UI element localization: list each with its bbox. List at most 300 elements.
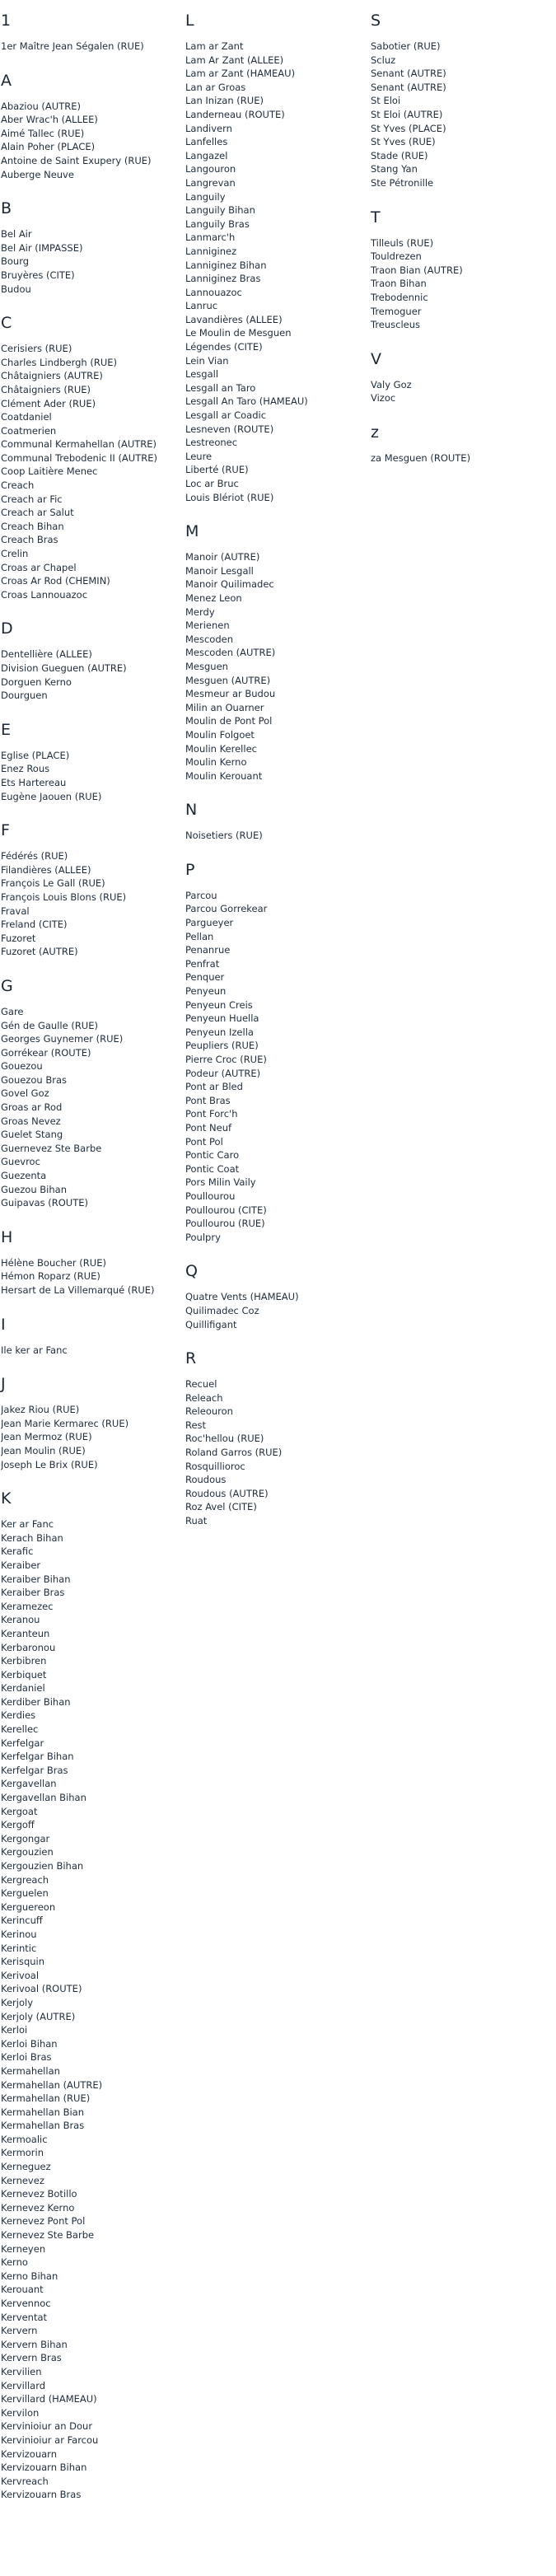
street-link[interactable]: Alain Poher (PLACE) [1, 141, 96, 153]
street-link[interactable]: Kervreach [1, 2475, 49, 2487]
list-item [1, 2461, 178, 2475]
street-link[interactable]: Languily [185, 190, 226, 203]
street-link[interactable]: Kerbibren [1, 1655, 47, 1667]
street-link[interactable]: Charles Lindbergh (RUE) [1, 356, 117, 368]
street-link[interactable]: Kergouzien [1, 1846, 54, 1858]
list-item [1, 2092, 178, 2106]
list-item [1, 2433, 178, 2447]
list-item [371, 108, 548, 122]
street-link[interactable]: Croas Ar Rod (CHEMIN) [1, 575, 110, 587]
list-item [1, 2379, 178, 2393]
street-link[interactable]: Eglise (PLACE) [1, 749, 70, 761]
street-link[interactable]: Kergoat [1, 1805, 38, 1817]
street-link[interactable]: Kergouzien Bihan [1, 1860, 84, 1872]
street-link[interactable]: Kerguereon [1, 1900, 56, 1913]
street-link[interactable]: Budou [1, 283, 31, 295]
index-column-2 [185, 12, 362, 1546]
street-link[interactable]: Pont ar Bled [185, 1081, 243, 1093]
street-link[interactable]: Mesguen (AUTRE) [185, 674, 271, 686]
street-link[interactable]: Kergavellan [1, 1778, 57, 1790]
street-link[interactable]: St Eloi (AUTRE) [371, 108, 443, 120]
street-link[interactable]: Keraiber [1, 1559, 41, 1571]
street-link[interactable]: Gouezou Bras [1, 1073, 67, 1086]
street-link[interactable]: Kermorin [1, 2147, 44, 2159]
street-link[interactable]: Peupliers (RUE) [185, 1040, 259, 1052]
street-link[interactable]: Govel Goz [1, 1087, 49, 1100]
list-item [185, 550, 362, 564]
street-link[interactable]: Cerisiers (RUE) [1, 343, 72, 355]
street-link[interactable]: Creach ar Fic [1, 493, 63, 505]
street-link[interactable]: Kerellec [1, 1723, 39, 1736]
street-link[interactable]: Jean Mermoz (RUE) [1, 1431, 92, 1443]
street-link[interactable]: Liberté (RUE) [185, 464, 249, 476]
street-link[interactable]: Kerivoal [1, 1969, 40, 1981]
street-link[interactable]: Crelin [1, 548, 29, 560]
street-link[interactable]: Pont Bras [185, 1094, 231, 1106]
street-link[interactable]: Kervillard (HAMEAU) [1, 2393, 97, 2405]
street-link[interactable]: Keranteun [1, 1627, 50, 1639]
street-link[interactable]: Penyeun Izella [185, 1026, 254, 1038]
street-link[interactable]: Kermahellan (AUTRE) [1, 2078, 103, 2091]
street-link[interactable]: Kerno Bihan [1, 2270, 58, 2282]
street-link[interactable]: Lesgall ar Coadic [185, 409, 267, 422]
list-item [1, 1982, 178, 1996]
street-link[interactable]: Aimé Tallec (RUE) [1, 127, 85, 139]
street-link[interactable]: Freland (CITE) [1, 919, 68, 931]
letter-heading: L [185, 12, 194, 30]
street-link[interactable]: Gouezou [1, 1060, 43, 1073]
street-link[interactable]: Gare [1, 1005, 24, 1017]
letter-group [1, 721, 178, 803]
street-link[interactable]: Pont Forc'h [185, 1108, 238, 1120]
street-link[interactable]: Kerdaniel [1, 1682, 45, 1695]
street-link[interactable]: Lestreonec [185, 437, 238, 449]
list-item [1, 932, 178, 946]
street-link[interactable]: Kerneguez [1, 2161, 51, 2173]
list-item [1, 1005, 178, 1019]
street-link[interactable]: Kervilon [1, 2406, 40, 2419]
street-link[interactable]: Louis Blériot (RUE) [185, 491, 274, 503]
street-link[interactable]: Kermahellan Bian [1, 2106, 84, 2118]
street-link[interactable]: Lanfelles [185, 136, 228, 148]
street-link[interactable]: Kerloi [1, 2024, 28, 2036]
list-item [185, 381, 362, 395]
street-link[interactable]: Moulin Kerellec [185, 742, 257, 755]
street-link[interactable]: Traon Bihan [371, 278, 427, 290]
street-link[interactable]: Guevroc [1, 1156, 40, 1168]
street-link[interactable]: St Yves (RUE) [371, 136, 436, 148]
street-link[interactable]: Treuscleus [371, 319, 421, 331]
street-link[interactable]: Creach ar Salut [1, 507, 74, 519]
street-link[interactable]: Kervilien [1, 2365, 42, 2377]
street-link[interactable]: Kergoff [1, 1819, 35, 1831]
street-link[interactable]: Stade (RUE) [371, 149, 428, 161]
street-link[interactable]: Jean Marie Kermarec (RUE) [1, 1417, 129, 1429]
list-item [1, 140, 178, 154]
street-link[interactable]: Penyeun [185, 985, 227, 998]
street-link[interactable]: Manoir Quilimadec [185, 578, 274, 591]
street-link[interactable]: Bel Air (IMPASSE) [1, 241, 83, 254]
street-link[interactable]: Mescoden (AUTRE) [185, 647, 276, 659]
list-item [1, 891, 178, 905]
street-link[interactable]: Senant (AUTRE) [371, 68, 446, 80]
street-link[interactable]: Enez Rous [1, 763, 50, 775]
street-link[interactable]: Légendes (CITE) [185, 341, 263, 353]
street-link[interactable]: Kerjoly [1, 1996, 34, 2008]
street-link[interactable]: Pargueyer [185, 917, 234, 929]
street-link[interactable]: Quillifigant [185, 1318, 237, 1330]
street-link[interactable]: Kernevez Ste Barbe [1, 2229, 95, 2242]
street-link[interactable]: Penyeun Creis [185, 998, 253, 1011]
street-link[interactable]: Kervinioiur an Dour [1, 2420, 93, 2433]
street-link[interactable]: Coatmerien [1, 424, 57, 437]
list-item [1, 2023, 178, 2037]
street-link[interactable]: Mesmeur ar Budou [185, 688, 276, 700]
street-link[interactable]: Auberge Neuve [1, 168, 74, 180]
letter-heading: H [1, 1227, 13, 1246]
street-link[interactable]: Georges Guynemer (RUE) [1, 1033, 124, 1045]
street-link[interactable]: Mesguen [185, 660, 228, 672]
street-link[interactable]: Hémon Roparz (RUE) [1, 1270, 100, 1283]
street-link[interactable]: Penyeun Huella [185, 1012, 259, 1025]
street-link[interactable]: Touldrezen [371, 250, 422, 263]
street-link[interactable]: Sabotier (RUE) [371, 40, 441, 52]
street-link[interactable]: Guipavas (ROUTE) [1, 1197, 88, 1209]
list-item [1, 1196, 178, 1210]
street-link[interactable]: Le Moulin de Mesguen [185, 327, 292, 339]
letter-group [1, 199, 178, 296]
street-link[interactable]: Jakez Riou (RUE) [1, 1404, 80, 1416]
street-link[interactable]: Lan ar Groas [185, 81, 246, 93]
street-link[interactable]: Poullourou (RUE) [185, 1218, 265, 1230]
street-link[interactable]: Kerincuff [1, 1914, 43, 1927]
street-link[interactable]: Trebodennic [371, 291, 428, 303]
street-link[interactable]: Moulin Folgoet [185, 728, 255, 741]
street-link[interactable]: Châtaigniers (AUTRE) [1, 370, 103, 382]
street-link[interactable]: Kernevez [1, 2174, 44, 2186]
street-link[interactable]: Ruat [185, 1515, 208, 1527]
list-item [1, 790, 178, 804]
street-link[interactable]: Coatdaniel [1, 411, 52, 423]
street-link[interactable]: Landerneau (ROUTE) [185, 108, 285, 120]
street-link[interactable]: Dorguen Kerno [1, 676, 72, 688]
street-link[interactable]: Poullourou [185, 1190, 236, 1202]
street-link[interactable]: Clément Ader (RUE) [1, 397, 96, 409]
street-list [1, 100, 178, 182]
street-link[interactable]: Eugène Jaouen (RUE) [1, 790, 102, 802]
letter-heading: B [1, 199, 12, 218]
street-link[interactable]: Podeur (AUTRE) [185, 1067, 261, 1079]
street-link[interactable]: Keranou [1, 1614, 40, 1626]
street-link[interactable]: Communal Kermahellan (AUTRE) [1, 438, 157, 451]
street-link[interactable]: Roc'hellou (RUE) [185, 1433, 264, 1445]
street-link[interactable]: Kerfelgar [1, 1737, 44, 1749]
street-link[interactable]: Languily Bihan [185, 204, 255, 217]
street-link[interactable]: Pors Milin Vaily [185, 1176, 256, 1189]
street-link[interactable]: Moulin Kerno [185, 756, 247, 769]
street-link[interactable]: Croas ar Chapel [1, 561, 77, 573]
street-link[interactable]: Vizoc [371, 392, 396, 404]
street-link[interactable]: Penquer [185, 971, 225, 984]
street-link[interactable]: Kergreach [1, 1873, 49, 1886]
street-link[interactable]: Senant (AUTRE) [371, 81, 446, 93]
street-link[interactable]: Lanruc [185, 300, 218, 312]
street-link[interactable]: Scluz [371, 54, 396, 66]
street-link[interactable]: Creach Bras [1, 534, 58, 546]
street-link[interactable]: Fédérés (RUE) [1, 850, 68, 863]
street-link[interactable]: Lam ar Zant (HAMEAU) [185, 68, 296, 80]
street-link[interactable]: Kermahellan [1, 2064, 60, 2077]
street-link[interactable]: Kerdies [1, 1709, 36, 1722]
street-link[interactable]: Mescoden [185, 633, 234, 645]
street-link[interactable]: St Eloi [371, 95, 401, 107]
street-link[interactable]: Penanrue [185, 944, 231, 956]
street-link[interactable]: Lesgall An Taro (HAMEAU) [185, 395, 308, 408]
street-link[interactable]: Kerbiquet [1, 1668, 47, 1681]
street-link[interactable]: Gorrékear (ROUTE) [1, 1046, 91, 1059]
list-item [1, 241, 178, 255]
street-link[interactable]: Aber Wrac'h (ALLEE) [1, 114, 98, 126]
street-link[interactable]: Kerfelgar Bras [1, 1764, 68, 1776]
street-link[interactable]: Keraiber Bras [1, 1587, 65, 1599]
list-item [1, 2270, 178, 2284]
street-link[interactable]: Merienen [185, 619, 230, 632]
street-link[interactable]: Menez Leon [185, 591, 242, 604]
street-link[interactable]: Lam ar Zant [185, 40, 244, 52]
street-link[interactable]: Lam Ar Zant (ALLEE) [185, 54, 284, 66]
street-link[interactable]: Lanniginez [185, 245, 237, 257]
street-link[interactable]: Guernevez Ste Barbe [1, 1142, 102, 1154]
street-link[interactable]: Dourguen [1, 690, 48, 702]
street-link[interactable]: Kergavellan Bihan [1, 1792, 86, 1804]
street-link[interactable]: Kervern Bihan [1, 2338, 68, 2350]
street-link[interactable]: Recuel [185, 1378, 217, 1391]
street-link[interactable]: Stang Yan [371, 163, 418, 175]
list-item [371, 250, 548, 264]
street-link[interactable]: Quatre Vents (HAMEAU) [185, 1291, 299, 1303]
street-link[interactable]: Manoir (AUTRE) [185, 551, 260, 563]
street-link[interactable]: Langrevan [185, 176, 236, 189]
street-link[interactable]: Pont Neuf [185, 1121, 232, 1134]
street-link[interactable]: Lan Inizan (RUE) [185, 95, 264, 107]
street-link[interactable]: Releach [185, 1391, 223, 1404]
street-link[interactable]: Releouron [185, 1405, 233, 1418]
street-link[interactable]: Kerouant [1, 2284, 44, 2296]
street-link[interactable]: Kerno [1, 2256, 28, 2269]
street-link[interactable]: Fraval [1, 905, 30, 917]
street-link[interactable]: Kerafic [1, 1545, 34, 1558]
street-link[interactable]: Ets Hartereau [1, 776, 67, 788]
street-link[interactable]: Kerivoal (ROUTE) [1, 1983, 82, 1995]
street-link[interactable]: Valy Goz [371, 378, 412, 390]
street-link[interactable]: Lavandières (ALLEE) [185, 313, 283, 325]
list-item [1, 127, 178, 141]
street-link[interactable]: Penfrat [185, 957, 220, 970]
street-link[interactable]: Kermahellan Bras [1, 2120, 85, 2132]
list-item [371, 391, 548, 405]
street-link[interactable]: Roudous [185, 1474, 227, 1486]
street-link[interactable]: Landivern [185, 122, 232, 134]
street-link[interactable]: Keramezec [1, 1600, 54, 1612]
street-link[interactable]: Tremoguer [371, 305, 422, 317]
street-link[interactable]: Noisetiers (RUE) [185, 830, 263, 842]
street-link[interactable]: Kervern [1, 2325, 38, 2337]
street-link[interactable]: Antoine de Saint Exupery (RUE) [1, 154, 152, 166]
street-link[interactable]: Lanniginez Bihan [185, 259, 267, 271]
street-link[interactable]: Fuzoret (AUTRE) [1, 946, 78, 958]
street-link[interactable]: François Le Gall (RUE) [1, 877, 105, 890]
street-link[interactable]: Lein Vian [185, 354, 229, 367]
street-link[interactable]: Coop Laitière Menec [1, 465, 98, 478]
list-item [1, 1101, 178, 1115]
street-link[interactable]: Ker ar Fanc [1, 1518, 54, 1531]
street-link[interactable]: Langazel [185, 149, 228, 161]
street-link[interactable]: Rest [185, 1419, 207, 1431]
street-link[interactable]: Lesgall [185, 368, 219, 381]
street-link[interactable]: Guezenta [1, 1170, 47, 1182]
street-link[interactable]: Groas Nevez [1, 1115, 61, 1127]
street-link[interactable]: za Mesguen (ROUTE) [371, 451, 471, 464]
street-link[interactable]: Kerjoly (AUTRE) [1, 2010, 76, 2022]
street-link[interactable]: Lanniginez Bras [185, 273, 261, 285]
street-link[interactable]: Langouron [185, 163, 236, 175]
street-link[interactable]: Creach Bihan [1, 520, 64, 532]
street-link[interactable]: Hélène Boucher (RUE) [1, 1256, 106, 1269]
street-list [185, 1290, 362, 1331]
street-link[interactable]: Kerguelen [1, 1887, 49, 1900]
street-link[interactable]: Guezou Bihan [1, 1183, 68, 1195]
street-link[interactable]: Kerventat [1, 2311, 48, 2323]
list-item [185, 1135, 362, 1149]
street-link[interactable]: Kervizouarn Bihan [1, 2461, 87, 2474]
street-link[interactable]: Kermahellan (RUE) [1, 2092, 91, 2105]
street-link[interactable]: 1er Maître Jean Ségalen (RUE) [1, 40, 144, 52]
street-link[interactable]: Bel Air [1, 228, 32, 241]
list-item [185, 943, 362, 957]
street-link[interactable]: Pellan [185, 930, 214, 942]
street-link[interactable]: Kervizouarn [1, 2447, 57, 2460]
street-link[interactable]: Abaziou (AUTRE) [1, 100, 81, 112]
street-link[interactable]: François Louis Blons (RUE) [1, 891, 127, 903]
street-link[interactable]: Gén de Gaulle (RUE) [1, 1019, 98, 1031]
street-link[interactable]: Kerneyen [1, 2242, 46, 2255]
street-link[interactable]: Kerloi Bihan [1, 2037, 58, 2050]
street-link[interactable]: Kervern Bras [1, 2352, 62, 2364]
street-link[interactable]: Kerach Bihan [1, 1531, 63, 1544]
list-item [185, 409, 362, 423]
street-link[interactable]: Ste Pétronille [371, 176, 434, 189]
street-link[interactable]: Parcou [185, 889, 217, 901]
street-link[interactable]: Roz Avel (CITE) [185, 1501, 257, 1513]
street-link[interactable]: Moulin Kerouant [185, 769, 263, 782]
street-link[interactable]: Lanmarc'h [185, 231, 236, 244]
street-link[interactable]: Languily Bras [185, 217, 250, 230]
street-list [1, 749, 178, 803]
street-link[interactable]: Châtaigniers (RUE) [1, 383, 91, 395]
street-link[interactable]: Kerintic [1, 1942, 37, 1954]
street-link[interactable]: Dentellière (ALLEE) [1, 648, 92, 661]
street-list [185, 1377, 362, 1528]
street-link[interactable]: Parcou Gorrekear [185, 903, 268, 915]
street-link[interactable]: Jean Moulin (RUE) [1, 1444, 86, 1456]
street-link[interactable]: Manoir Lesgall [185, 564, 254, 577]
street-link[interactable]: Kernevez Botillo [1, 2188, 77, 2200]
street-link[interactable]: Joseph Le Brix (RUE) [1, 1458, 98, 1470]
list-item [371, 162, 548, 176]
street-link[interactable]: Kerbaronou [1, 1641, 56, 1653]
street-link[interactable]: Pontic Coat [185, 1162, 240, 1175]
list-item [185, 135, 362, 149]
street-link[interactable]: Fuzoret [1, 932, 36, 944]
street-link[interactable]: Kervizouarn Bras [1, 2489, 82, 2501]
street-link[interactable]: Communal Trebodenic II (AUTRE) [1, 451, 157, 464]
list-item [185, 1080, 362, 1094]
street-link[interactable]: Kervennoc [1, 2298, 51, 2309]
list-item [185, 176, 362, 190]
street-link[interactable]: Kermoalic [1, 2133, 48, 2145]
street-link[interactable]: Guelet Stang [1, 1129, 63, 1141]
street-link[interactable]: Kerisquin [1, 1956, 45, 1968]
street-link[interactable]: Kerinou [1, 1928, 37, 1940]
street-link[interactable]: Ile ker ar Fanc [1, 1344, 68, 1356]
street-link[interactable]: Lesneven (ROUTE) [185, 423, 274, 435]
street-link[interactable]: St Yves (PLACE) [371, 122, 446, 134]
street-link[interactable]: Quilimadec Coz [185, 1304, 259, 1316]
street-link[interactable]: Hersart de La Villemarqué (RUE) [1, 1284, 155, 1296]
street-link[interactable]: Roland Garros (RUE) [185, 1447, 283, 1459]
street-link[interactable]: Kervillard [1, 2379, 46, 2391]
street-link[interactable]: Filandières (ALLEE) [1, 863, 91, 876]
street-link[interactable]: Traon Bian (AUTRE) [371, 264, 463, 276]
street-link[interactable]: Poulpry [185, 1231, 221, 1243]
street-link[interactable]: Division Gueguen (AUTRE) [1, 662, 127, 674]
street-link[interactable]: Bruyères (CITE) [1, 269, 75, 281]
street-link[interactable]: Merdy [185, 605, 215, 618]
street-link[interactable]: Lesgall an Taro [185, 381, 256, 394]
street-link[interactable]: Loc ar Bruc [185, 478, 239, 489]
street-link[interactable]: Kernevez Pont Pol [1, 2215, 86, 2228]
street-link[interactable]: Pierre Croc (RUE) [185, 1054, 267, 1065]
street-link[interactable]: Kerfelgar Bihan [1, 1751, 74, 1763]
street-link[interactable]: Poullourou (CITE) [185, 1204, 267, 1216]
street-link[interactable]: Keraiber Bihan [1, 1573, 71, 1585]
street-link[interactable]: Pontic Caro [185, 1149, 240, 1162]
street-link[interactable]: Groas ar Rod [1, 1101, 63, 1114]
street-list [1, 1403, 178, 1471]
street-link[interactable]: Kerloi Bras [1, 2051, 52, 2064]
street-link[interactable]: Moulin de Pont Pol [185, 715, 273, 727]
street-link[interactable]: Croas Lannouazoc [1, 588, 88, 601]
street-link[interactable]: Milin an Ouarner [185, 701, 264, 713]
street-link[interactable]: Kervinioiur ar Farcou [1, 2433, 99, 2446]
street-link[interactable]: Leure [185, 450, 213, 462]
letter-group [185, 801, 362, 843]
list-item [185, 1107, 362, 1121]
list-item [185, 902, 362, 916]
list-item [185, 122, 362, 136]
street-link[interactable]: Bourg [1, 255, 30, 268]
street-link[interactable]: Kernevez Kerno [1, 2201, 75, 2214]
street-link[interactable]: Pont Pol [185, 1135, 223, 1148]
street-link[interactable]: Roudous (AUTRE) [185, 1487, 269, 1499]
street-link[interactable]: Tilleuls (RUE) [371, 236, 434, 249]
street-link[interactable]: Lannouazoc [185, 286, 242, 298]
street-link[interactable]: Kerdiber Bihan [1, 1695, 71, 1708]
street-link[interactable]: Creach [1, 479, 35, 492]
list-item [185, 477, 362, 491]
street-link[interactable]: Kergongar [1, 1832, 50, 1844]
street-link[interactable]: Rosquillioroc [185, 1460, 245, 1472]
